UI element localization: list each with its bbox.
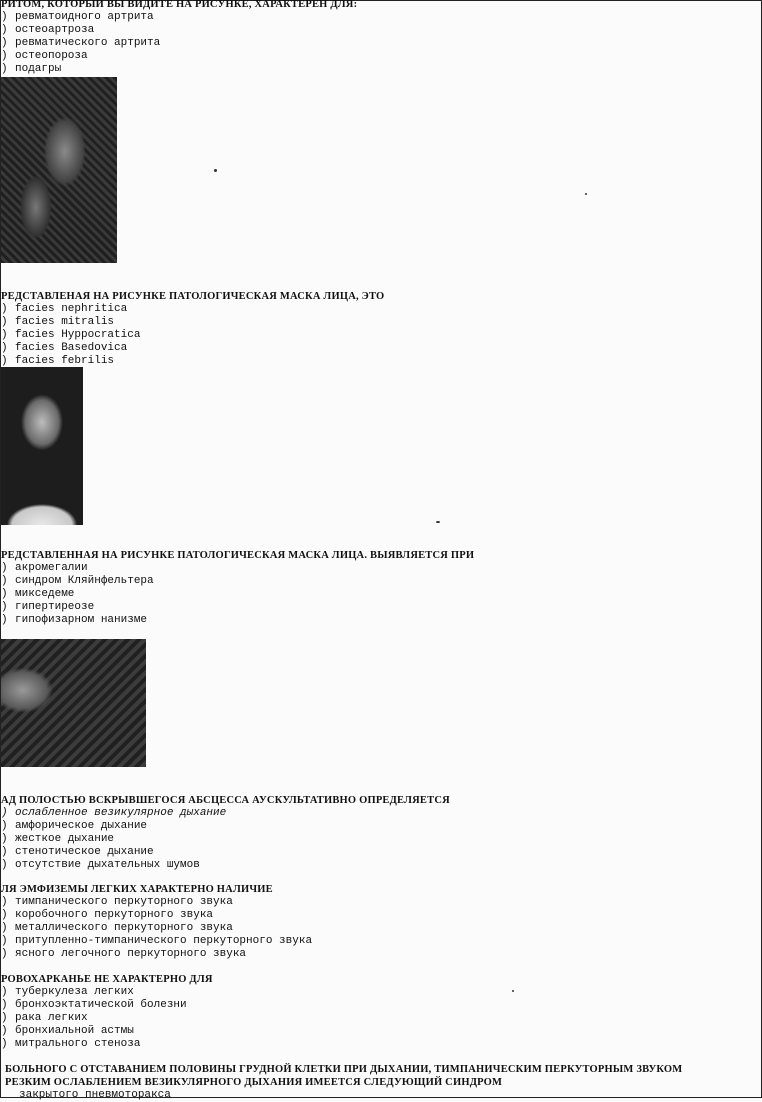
- option-list: [1, 303, 384, 368]
- scan-speck: [512, 990, 514, 992]
- question-title: ЛЯ ЭМФИЗЕМЫ ЛЕГКИХ ХАРАКТЕРНО НАЛИЧИЕ: [1, 884, 273, 895]
- option-item[interactable]: ) жесткое дыхание: [1, 833, 115, 845]
- option-item[interactable]: ) стенотическое дыхание: [1, 846, 154, 858]
- option-item[interactable]: ) бронхиальной астмы: [1, 1025, 134, 1037]
- option-item[interactable]: ) гипертиреозе: [1, 601, 95, 613]
- scan-speck: [436, 521, 440, 523]
- option-item[interactable]: ) митрального стеноза: [1, 1038, 141, 1050]
- option-item[interactable]: ) акромегалии: [1, 562, 88, 574]
- question-7: [5, 1063, 682, 1102]
- option-item[interactable]: ) гипофизарном нанизме: [1, 614, 148, 626]
- scan-speck: [214, 169, 217, 172]
- option-item[interactable]: закрытого пневмоторакса: [19, 1089, 171, 1101]
- option-item[interactable]: ) ослабленное везикулярное дыхание: [1, 807, 227, 819]
- option-list: [1, 986, 213, 1051]
- question-title-continued: РЕЗКИМ ОСЛАБЛЕНИЕМ ВЕЗИКУЛЯРНОГО ДЫХАНИЯ ИМЕЕТСЯ СЛЕДУЮЩИЙ СИНДРОМ: [5, 1077, 503, 1088]
- question-6: [1, 973, 213, 1051]
- option-item[interactable]: ) остеоартроза: [1, 24, 95, 36]
- hand-photo: [1, 77, 117, 263]
- option-item[interactable]: ) facies Basedovica: [1, 342, 128, 354]
- option-item[interactable]: ) тимпанического перкуторного звука: [1, 896, 233, 908]
- option-item[interactable]: ) facies mitralis: [1, 316, 115, 328]
- option-item[interactable]: ) синдром Кляйнфельтера: [1, 575, 154, 587]
- option-item[interactable]: ) facies febrilis: [1, 355, 115, 367]
- option-item[interactable]: ) отсутствие дыхательных шумов: [1, 859, 200, 871]
- question-4: [1, 794, 450, 872]
- option-list: [1, 562, 474, 627]
- question-3: [1, 549, 474, 627]
- question-title: РЕДСТАВЛЕНАЯ НА РИСУНКЕ ПАТОЛОГИЧЕСКАЯ МАСКА ЛИЦА, ЭТО: [1, 291, 385, 302]
- question-5: [1, 883, 312, 961]
- option-list: [1, 11, 357, 76]
- question-title: РОВОХАРКАНЬЕ НЕ ХАРАКТЕРНО ДЛЯ: [1, 974, 213, 985]
- option-item[interactable]: ) ревматического артрита: [1, 37, 161, 49]
- option-item[interactable]: ) facies Hyppocratica: [1, 329, 141, 341]
- option-item[interactable]: ) подагры: [1, 63, 62, 75]
- scan-speck: [585, 193, 587, 195]
- option-item[interactable]: ) туберкулеза легких: [1, 986, 134, 998]
- question-title: БОЛЬНОГО С ОТСТАВАНИЕМ ПОЛОВИНЫ ГРУДНОЙ КЛЕТКИ ПРИ ДЫХАНИИ, ТИМПАНИЧЕСКИМ ПЕРКУТОРНЫМ ЗВУКОМ: [5, 1064, 683, 1075]
- question-title: АД ПОЛОСТЬЮ ВСКРЫВШЕГОСЯ АБСЦЕССА АУСКУЛЬТАТИВНО ОПРЕДЕЛЯЕТСЯ: [1, 795, 450, 806]
- question-1: [1, 1, 357, 76]
- option-list: [5, 1089, 682, 1102]
- option-list: [1, 896, 312, 961]
- question-title: РЕДСТАВЛЕННАЯ НА РИСУНКЕ ПАТОЛОГИЧЕСКАЯ МАСКА ЛИЦА. ВЫЯВЛЯЕТСЯ ПРИ: [1, 550, 475, 561]
- option-item[interactable]: ) бронхоэктатической болезни: [1, 999, 187, 1011]
- option-item[interactable]: ) ревматоидного артрита: [1, 11, 154, 23]
- question-2: [1, 290, 384, 368]
- option-item[interactable]: ) коробочного перкуторного звука: [1, 909, 214, 921]
- option-item[interactable]: ) микседеме: [1, 588, 75, 600]
- option-item[interactable]: ) facies nephritica: [1, 303, 128, 315]
- face-photo: [1, 639, 146, 767]
- question-title: РИТОМ, КОТОРЫЙ ВЫ ВИДИТЕ НА РИСУНКЕ, ХАРАКТЕРЕН ДЛЯ:: [1, 0, 358, 10]
- option-item[interactable]: ) рака легких: [1, 1012, 88, 1024]
- option-item[interactable]: ) металлического перкуторного звука: [1, 922, 233, 934]
- option-item[interactable]: ) амфорическое дыхание: [1, 820, 148, 832]
- option-list: [1, 807, 450, 872]
- option-item[interactable]: ) ясного легочного перкуторного звука: [1, 948, 247, 960]
- option-item[interactable]: ) притупленно-тимпанического перкуторного звука: [1, 935, 313, 947]
- face-photo: [1, 367, 83, 525]
- option-item[interactable]: ) остеопороза: [1, 50, 88, 62]
